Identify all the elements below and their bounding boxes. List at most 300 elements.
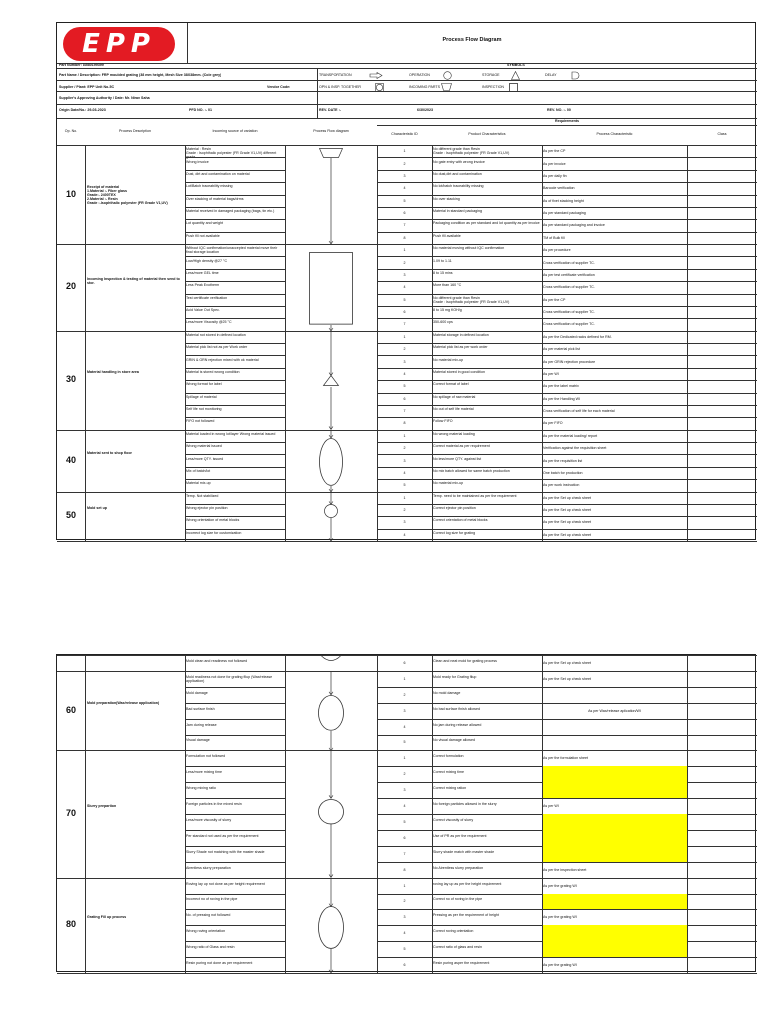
table-row — [57, 735, 757, 751]
product-characteristic: No mix batch allowed for same batch production — [433, 468, 510, 473]
source-of-variation: Less/more Viscosity @25 °C — [186, 320, 232, 325]
table-row — [57, 244, 757, 256]
product-characteristic: roving lay up as per the height requirement — [433, 881, 502, 886]
product-characteristic: Pressing as per the requirement of height — [433, 913, 499, 918]
source-of-variation: Wrong roving orientation — [186, 929, 226, 934]
highlight-cell — [542, 830, 687, 846]
characteristic-id: 6 — [403, 835, 406, 840]
characteristic-id: 3 — [403, 272, 406, 277]
characteristic-id: 3 — [403, 520, 406, 525]
flow-arrow — [331, 158, 332, 244]
source-of-variation: FIFO not followed — [186, 419, 215, 424]
characteristic-id: 4 — [403, 804, 406, 809]
characteristic-id: 4 — [403, 285, 406, 290]
source-of-variation: Less Peak Exotherm — [186, 283, 220, 288]
product-characteristic: No dust,dirt and contamination — [433, 171, 482, 176]
source-of-variation: Less/more GEL time — [186, 270, 219, 275]
source-of-variation: Material pick list not as per Work order — [186, 345, 248, 350]
table-row — [57, 157, 757, 169]
pfd-table-page-2 — [57, 655, 757, 973]
table-row — [57, 830, 757, 846]
table-row — [57, 909, 757, 925]
process-characteristic: As per the grating WI — [543, 963, 577, 968]
characteristic-id: 1 — [403, 495, 406, 500]
table-row — [57, 219, 757, 231]
product-characteristic: Material in standard packaging — [433, 209, 482, 214]
process-characteristic: As per the requisition list — [543, 458, 583, 463]
characteristic-id: 8 — [403, 421, 406, 426]
characteristic-id: 2 — [403, 772, 406, 777]
product-characteristic: Temp. need to be maintained as per the requirement — [433, 493, 517, 498]
product-characteristic: Resin puring asper the requirement — [433, 961, 490, 966]
source-of-variation: Wrong mixing ratio — [186, 786, 216, 791]
source-of-variation: Low/High density @27 °C — [186, 258, 228, 263]
characteristic-id: 2 — [403, 260, 406, 265]
page-title: Process Flow Diagram — [442, 37, 502, 43]
highlight-cell — [542, 925, 687, 941]
table-row — [57, 442, 757, 454]
table-row — [57, 529, 757, 541]
characteristic-id: 8 — [403, 867, 406, 872]
source-of-variation: Airentless slurry preparation — [186, 865, 231, 870]
table-row — [57, 393, 757, 405]
pfd-table-page-1 — [57, 23, 757, 541]
table-row — [57, 925, 757, 941]
process-characteristic: As of fixet stacking height — [543, 198, 584, 203]
product-characteristic: Correct mixing ration — [433, 786, 467, 791]
process-characteristic: As per WI — [543, 804, 559, 809]
characteristic-id: 8 — [403, 235, 406, 240]
characteristic-id: 4 — [403, 532, 406, 537]
process-characteristic: One batch for production — [543, 470, 583, 475]
table-row — [57, 862, 757, 878]
merged-process-characteristic: As per Wax/release aplication/WI — [588, 708, 641, 713]
product-characteristic: 1.09 to 1.11 — [433, 258, 452, 263]
op-number: 80 — [65, 919, 76, 930]
product-characteristic: No visual damage allowed — [433, 738, 475, 743]
characteristic-id: 7 — [403, 223, 406, 228]
process-description: Incoming Inspection & testing of material then send to stor. — [87, 277, 180, 286]
flow-arrow — [331, 387, 332, 429]
pfd-page-1: EPP Process Flow Diagram Part Number: I4580199399 SYMBOLS Part Name / Description: FRP moulded grating (38 mm height, Mesh Size 38X38mm. (Cole grey) TRANSPORTATION OPERATION STORAGE DELAY Supplier / Plant: EPP Unit No-5C Vendor Code: OPN & INSP. TOGETHER INCOMING PARTS INSPECTION Supplier's Approving Authority / Date: Mr. Nirav Saha Origin Date/No.: 29-03-2023 PFD NO. :- 01 REV. DATE :- 6/30/2023 REV. NO. :- 00 Requirements Op. No. Process Description Incoming source of variation Process Flow diagram Characteristic ID Product Characteristics Process Characteristic Class 10 Receipt of material 1.Material :- Fiber glass Grade:- 2400TEX 2.Material :- Resin Grade :-Isophthalic polyester (FR Grade V1,UV) Material : Resin Grade : Isophthalic polyester (FR Grade V1,UV) different grade 1 No different grade than Resin Grade : Isophthalic polyester (FR Grade V1,UV) As per the CP Wrong invoice 2 No gate entry with wrong invoice As per invoice Dust, dirt and contamination on material 3 No dust,dirt and contamination As per daily fin Lot/Batch traceability missing 4 No lot/batch traceability missing Barcode verification Over stacking of material bags/drms 5 No over stacking As of fixet stacking height Material received in damaged packaging (bags, tin etc.) 6 Material in standard packaging As per standard packaging Lot quantity and weight 7 Packaging condition as per standard and lot quantity as per invoice As per standard packaging and invoice Push fill not available 8 Push fill available TM of Bulk fill 20 Incoming Inspection & testing of material then send to stor. Without IQC confirmation/unaccepted material move their final storage location 1 No material moving without IQC confirmation As per procedure Low/High density @27 °C 2 1.09 to 1.11 Cross verification of supplier TC. Less/more GEL time 3 8 to 15 mins As per test certificate verification Less Peak Exotherm 4 More than 160 °C Cross verification of supplier TC. Test certificate verification 5 No different grade than Resin Grade : Isophthalic polyester (FR Grade V1,UV) As per the CP Acid Value Out Spec. 6 8 to 15 mg KOH/g Cross verification of supplier TC. Less/more Viscosity @25 °C 7 350-600 cps Cross verification of supplier TC. 30 Material handling in store area Material not stored in defined location 1 Material storage in defined location As per the Dedicated racks defined for RM. Material pick list not as per Work order 2 Material pick list as per work order As per material pick list GRIN & GRN rejection mixed with ok material 3 No material mix-up As per GRIN rejection procedure Material is stored wrong condition 4 Material stored in good condition As per WI Wrong format for label 5 Correct format of label As per the label matrix Spillage of material 6 No spillage of raw material As per the Handling WI Self life not monitoring 7 No out of self life material Cross verification of self life for each material FIFO not followed 8 Follow FIFO As per FIFO 40 Material sent to shop floor Material loaded in wrong lot/layer Wrong material issued 1 No wrong material loading As per the material loading/ report Wrong material issued 2 Correct material as per requirement Verification against the requisition sheet Less/more QTY. issued 3 No less/more QTY. against list As per the requisition list Mix of batch/lot 4 No mix batch allowed for same batch production One batch for production Material mix-up 5 No material mix-up As per work instruction 50 Mold set up Temp. Not stabilized 1 Temp. need to be maintained as per the requirement As per the Set up check sheet Wrong ejector pin position 2 Correct ejector pin position As per the Set up check sheet Wrong orientation of metal blocks 3 Correct orientation of metal blocks As per the Set up check sheet Incorrect log size for customization 4 Correct log size for grating As per the Set up check sheet — [56, 22, 756, 540]
source-of-variation: Without IQC confirmation/unaccepted material move their final storage location — [186, 246, 278, 255]
product-characteristic: Slurry shade match with master shade — [433, 849, 495, 854]
characteristic-id: 7 — [403, 851, 406, 856]
source-of-variation: Lot quantity and weight — [186, 221, 223, 226]
process-characteristic: As per material pick list — [543, 347, 580, 352]
source-of-variation: Wrong format for label — [186, 382, 222, 387]
process-characteristic: Verification against the requisition sheet — [543, 446, 607, 451]
table-row — [57, 671, 757, 687]
source-of-variation: Self life not monitoring — [186, 407, 222, 412]
table-row — [57, 281, 757, 293]
process-characteristic: Cross verification of supplier TC. — [543, 285, 595, 290]
table-row — [57, 814, 757, 830]
characteristic-id: 6 — [403, 660, 406, 665]
process-characteristic: As per standard packaging — [543, 211, 586, 216]
flow-arrow — [331, 492, 332, 504]
product-characteristic: No less/more QTY. against list — [433, 456, 482, 461]
product-characteristic: 8 to 15 mins — [433, 270, 453, 275]
source-of-variation: Mold clean and readiness not followed — [186, 658, 248, 663]
table-row — [57, 846, 757, 862]
table-row — [57, 207, 757, 219]
process-characteristic: As per the Set up check sheet — [543, 660, 591, 665]
product-characteristic: No jam during release allowed — [433, 722, 482, 727]
source-of-variation: Wrong ejector pin position — [186, 506, 228, 511]
op-number: 20 — [65, 281, 76, 292]
process-characteristic: As per the Set up check sheet — [543, 676, 591, 681]
product-characteristic: More than 160 °C — [433, 283, 462, 288]
product-characteristic: No wrong material loading — [433, 431, 475, 436]
table-row — [57, 232, 757, 244]
table-row — [57, 719, 757, 735]
characteristic-id: 4 — [403, 470, 406, 475]
op-number: 40 — [65, 454, 76, 465]
table-row — [57, 195, 757, 207]
vendor-code: Vendor Code: — [267, 85, 291, 89]
product-characteristic: Correct viscosity of slurry — [433, 817, 474, 822]
process-characteristic: As per the Set up check sheet — [543, 520, 591, 525]
table-row — [57, 405, 757, 417]
characteristic-id: 6 — [403, 963, 406, 968]
table-row — [57, 170, 757, 182]
highlight-cell — [542, 766, 687, 782]
table-row — [57, 294, 757, 306]
operation-circle-bottom-icon — [321, 655, 341, 663]
source-of-variation: Less/more mixing time — [186, 770, 222, 775]
characteristic-id: 1 — [403, 334, 406, 339]
characteristic-id: 1 — [403, 756, 406, 761]
source-of-variation: Visual damage — [186, 738, 210, 743]
process-characteristic: As per daily fin — [543, 173, 567, 178]
source-of-variation: Wrong material issued — [186, 444, 222, 449]
characteristic-id: 7 — [403, 409, 406, 414]
characteristic-id: 6 — [403, 396, 406, 401]
characteristic-id: 2 — [403, 446, 406, 451]
table-row — [57, 380, 757, 392]
characteristic-id: 1 — [403, 248, 406, 253]
product-characteristic: Correct format of label — [433, 382, 469, 387]
process-characteristic: Cross verification of supplier TC. — [543, 310, 595, 315]
source-of-variation: Incorrect log size for customization — [186, 530, 242, 535]
characteristic-id: 4 — [403, 931, 406, 936]
process-description: Mold set up — [87, 506, 107, 511]
table-row — [57, 306, 757, 318]
op-number: 50 — [65, 510, 76, 521]
product-characteristic: No foreign particles allowed in the slurry — [433, 802, 497, 807]
source-of-variation: Per standard not used as per the requirement — [186, 833, 259, 838]
highlight-cell — [542, 814, 687, 830]
product-characteristic: Mold ready for Grating filup — [433, 674, 477, 679]
product-characteristic: Use of PR as per the requirement — [433, 833, 487, 838]
characteristic-id: 2 — [403, 161, 406, 166]
process-description: Material sent to shop floor — [87, 450, 132, 455]
source-of-variation: Over stacking of material bags/drms — [186, 196, 244, 201]
characteristic-id: 7 — [403, 322, 406, 327]
rev-date: 6/30/2023 — [417, 108, 433, 112]
process-characteristic: As per procedure — [543, 248, 571, 253]
process-description: Receipt of material 1.Material :- Fiber glass Grade:- 2400TEX 2.Material :- Resin Grade :-Isophthalic polyester (FR Grade V1,UV) — [87, 184, 168, 205]
origin-date: Origin Date/No.: 29-03-2023 — [59, 108, 106, 112]
storage-triangle-icon — [323, 375, 339, 387]
source-of-variation: Wrong invoice — [186, 159, 209, 164]
table-row — [57, 182, 757, 194]
characteristic-id: 3 — [403, 359, 406, 364]
characteristic-id: 1 — [403, 883, 406, 888]
process-characteristic: As per the Set up check sheet — [543, 532, 591, 537]
source-of-variation: Formulation not followed — [186, 754, 226, 759]
table-row — [57, 479, 757, 491]
characteristic-id: 3 — [403, 708, 406, 713]
process-characteristic: As per the material loading/ report — [543, 433, 598, 438]
process-description: Grating Fill up process — [87, 915, 127, 920]
product-characteristic: No material mix-up — [433, 357, 464, 362]
source-of-variation: Material loaded in wrong lot/layer Wrong material issued — [186, 431, 276, 436]
source-of-variation: Roving lay up not done as per height requirement — [186, 881, 265, 886]
source-of-variation: Resin puring not done as per requirement — [186, 961, 253, 966]
highlight-cell — [542, 941, 687, 957]
process-characteristic: Cross verification of supplier TC. — [543, 322, 595, 327]
product-characteristic: Correct ejector pin position — [433, 506, 476, 511]
product-characteristic: No out of self life material — [433, 407, 474, 412]
product-characteristic: Material stored in good condition — [433, 369, 485, 374]
table-row — [57, 703, 757, 719]
process-characteristic: As per WI — [543, 371, 559, 376]
product-characteristic: No material mix-up — [433, 481, 464, 486]
characteristic-id: 2 — [403, 899, 406, 904]
source-of-variation: Foreign particles in the mixed resin — [186, 802, 242, 807]
flow-arrow — [331, 878, 332, 907]
product-characteristic: No over stacking — [433, 196, 460, 201]
process-characteristic: As per the Set up check sheet — [543, 495, 591, 500]
source-of-variation: Less/more QTY. issued — [186, 456, 224, 461]
table-row — [57, 368, 757, 380]
rev-no: REV. NO. :- 00 — [547, 108, 571, 112]
source-of-variation: Test certificate verification — [186, 295, 228, 300]
process-characteristic: As per the label matrix — [543, 384, 579, 389]
table-row — [57, 798, 757, 814]
process-characteristic: Cross verification of self life for each material — [543, 409, 615, 414]
process-characteristic: As per the grating WI — [543, 883, 577, 888]
process-characteristic: As per invoice — [543, 161, 566, 166]
product-characteristic: 8 to 15 mg KOH/g — [433, 308, 462, 313]
incoming-parts-icon — [319, 148, 343, 158]
process-characteristic: As per the CP — [543, 149, 566, 154]
process-characteristic: As per test certificate verification — [543, 272, 595, 277]
table-row — [57, 145, 757, 160]
part-name: Part Name / Description: FRP moulded grating (38 mm height, Mesh Size 38X38mm. (Cole grey) — [59, 73, 222, 77]
characteristic-id: 3 — [403, 915, 406, 920]
characteristic-id: 2 — [403, 508, 406, 513]
process-characteristic: As per standard packaging and invoice — [543, 223, 605, 228]
characteristic-id: 1 — [403, 149, 406, 154]
symbols-title: SYMBOLS — [507, 63, 525, 67]
characteristic-id: 5 — [403, 819, 406, 824]
highlight-cell — [542, 894, 687, 910]
flow-arrow — [331, 518, 332, 541]
highlight-cell — [542, 846, 687, 862]
characteristic-id: 3 — [403, 458, 406, 463]
characteristic-id: 4 — [403, 186, 406, 191]
characteristic-id: 6 — [403, 310, 406, 315]
product-characteristic: Correct roving orientation — [433, 929, 474, 934]
op-number: 30 — [65, 374, 76, 385]
operation-circle-icon — [318, 799, 344, 824]
process-characteristic: As per the CP — [543, 297, 566, 302]
source-of-variation: Slurry Shade not matching with the master shade — [186, 849, 265, 854]
table-row — [57, 454, 757, 466]
characteristic-id: 3 — [403, 173, 406, 178]
part-number: Part Number: I4580199399 — [59, 63, 104, 67]
source-of-variation: Wrong ratio of Glass and resin — [186, 945, 235, 950]
source-of-variation: Temp. Not stabilized — [186, 493, 219, 498]
table-row — [57, 750, 757, 766]
source-of-variation: Material mix-up — [186, 481, 211, 486]
process-characteristic: As per FIFO — [543, 421, 563, 426]
requirements-header: Requirements — [555, 119, 579, 123]
product-characteristic: Correct no of roving in the pipe — [433, 897, 483, 902]
process-characteristic: As per the grating WI — [543, 915, 577, 920]
process-description: Mold preparation(Wax/release application) — [87, 700, 160, 705]
table-row — [57, 655, 757, 671]
characteristic-id: 5 — [403, 947, 406, 952]
operation-circle-icon — [318, 906, 344, 949]
process-characteristic: Barcode verification — [543, 186, 575, 191]
process-characteristic: As per the inspection sheet — [543, 867, 587, 872]
table-row — [57, 256, 757, 268]
inspection-box-icon — [309, 252, 353, 325]
process-characteristic: Cross verification of supplier TC. — [543, 260, 595, 265]
flow-arrow — [331, 331, 332, 376]
characteristic-id: 5 — [403, 198, 406, 203]
product-characteristic: No gate entry with wrong invoice — [433, 159, 485, 164]
product-characteristic: No different grade than Resin Grade : Isophthalic polyester (FR Grade V1,UV) — [433, 295, 510, 304]
source-of-variation: Material not stored in defined location — [186, 332, 246, 337]
product-characteristic: Packaging condition as per standard and lot quantity as per invoice — [433, 221, 540, 226]
process-characteristic: As per the formulation sheet — [543, 756, 588, 761]
table-row — [57, 430, 757, 442]
source-of-variation: Mold damage — [186, 690, 208, 695]
characteristic-id: 5 — [403, 740, 406, 745]
table-row — [57, 343, 757, 355]
source-of-variation: Dust, dirt and contamination on material — [186, 171, 250, 176]
table-row — [57, 894, 757, 910]
approving-authority: Supplier's Approving Authority / Date: Mr. Nirav Saha — [59, 96, 150, 100]
flow-arrow — [331, 731, 332, 751]
product-characteristic: Correct formulation — [433, 754, 464, 759]
characteristic-id: 2 — [403, 347, 406, 352]
table-row — [57, 504, 757, 516]
op-number: 60 — [65, 704, 76, 715]
characteristic-id: 1 — [403, 433, 406, 438]
table-row — [57, 355, 757, 367]
process-characteristic: TM of Bulk fill — [543, 235, 565, 240]
characteristic-id: 1 — [403, 676, 406, 681]
source-of-variation: Acid Value Out Spec. — [186, 308, 220, 313]
process-characteristic: As per work instruction — [543, 483, 580, 488]
source-of-variation: No. of pressing not followed — [186, 913, 231, 918]
characteristic-id: 3 — [403, 788, 406, 793]
product-characteristic: Correct ratio of glass and resin — [433, 945, 482, 950]
product-characteristic: Correct mixing time — [433, 770, 464, 775]
characteristic-id: 5 — [403, 297, 406, 302]
table-row — [57, 766, 757, 782]
source-of-variation: Incorrect no of roving in the pipe — [186, 897, 238, 902]
process-description: Material handling in store area — [87, 370, 139, 375]
product-characteristic: No Airentless slurry preparation — [433, 865, 484, 870]
characteristic-id: 4 — [403, 724, 406, 729]
process-characteristic: As per the Set up check sheet — [543, 508, 591, 513]
table-row — [57, 417, 757, 429]
product-characteristic: Clean and neat mold for grating process — [433, 658, 497, 663]
process-description: Slurry prepartion — [87, 804, 117, 808]
product-characteristic: Material pick list as per work order — [433, 345, 488, 350]
pfd-no: PFD NO. :- 01 — [189, 108, 212, 112]
table-row — [57, 957, 757, 973]
table-row — [57, 687, 757, 703]
rev-date-label: REV. DATE :- — [319, 108, 341, 112]
product-characteristic: Correct material as per requirement — [433, 444, 490, 449]
product-characteristic: No bad surface finish allowed — [433, 706, 480, 711]
source-of-variation: GRIN & GRN rejection mixed with ok material — [186, 357, 259, 362]
characteristic-id: 5 — [403, 483, 406, 488]
table-row — [57, 941, 757, 957]
table-row — [57, 782, 757, 798]
product-characteristic: Correct orientation of metal blocks — [433, 518, 488, 523]
product-characteristic: 350-600 cps — [433, 320, 453, 325]
source-of-variation: Bad surface finish — [186, 706, 215, 711]
process-characteristic: As per the Dedicated racks defined for RM. — [543, 334, 612, 339]
source-of-variation: Mix of batch/lot — [186, 468, 211, 473]
product-characteristic: No different grade than Resin Grade : Isophthalic polyester (FR Grade V1,UV) — [433, 147, 510, 156]
product-characteristic: No mold damage — [433, 690, 461, 695]
product-characteristic: No lot/batch traceability missing — [433, 184, 484, 189]
op-number: 70 — [65, 808, 76, 818]
source-of-variation: Spillage of material — [186, 394, 217, 399]
table-row — [57, 467, 757, 479]
flow-arrow — [331, 430, 332, 438]
table-row — [57, 269, 757, 281]
source-of-variation: Lot/Batch traceability missing — [186, 184, 233, 189]
product-characteristic: No material moving without IQC confirmation — [433, 246, 505, 251]
operation-circle-icon — [324, 504, 338, 518]
source-of-variation: Material received in damaged packaging (bags, tin etc.) — [186, 209, 275, 214]
table-row — [57, 492, 757, 504]
product-characteristic: No spillage of raw material — [433, 394, 476, 399]
source-of-variation: Jam during release — [186, 722, 217, 727]
operation-circle-icon — [319, 438, 343, 486]
characteristic-id: 5 — [403, 384, 406, 389]
highlight-cell — [542, 782, 687, 798]
source-of-variation: Material : Resin Grade : Isophthalic polyester (FR Grade V1,UV) different grade — [186, 147, 277, 160]
flow-arrow — [331, 671, 332, 695]
flow-arrow — [331, 949, 332, 973]
pfd-page-2 — [56, 654, 756, 972]
op-number: 10 — [65, 188, 76, 199]
operation-circle-icon — [318, 695, 344, 731]
table-row — [57, 516, 757, 528]
table-row — [57, 318, 757, 330]
source-of-variation: Mold readiness not done for grating filup (Wax/release application) — [186, 674, 273, 683]
product-characteristic: Material storage in defined location — [433, 332, 489, 337]
source-of-variation: Push fill not available — [186, 233, 220, 238]
table-row — [57, 331, 757, 343]
characteristic-id: 2 — [403, 692, 406, 697]
source-of-variation: Wrong orientation of metal blocks — [186, 518, 240, 523]
product-characteristic: Correct log size for grating — [433, 530, 476, 535]
characteristic-id: 6 — [403, 211, 406, 216]
